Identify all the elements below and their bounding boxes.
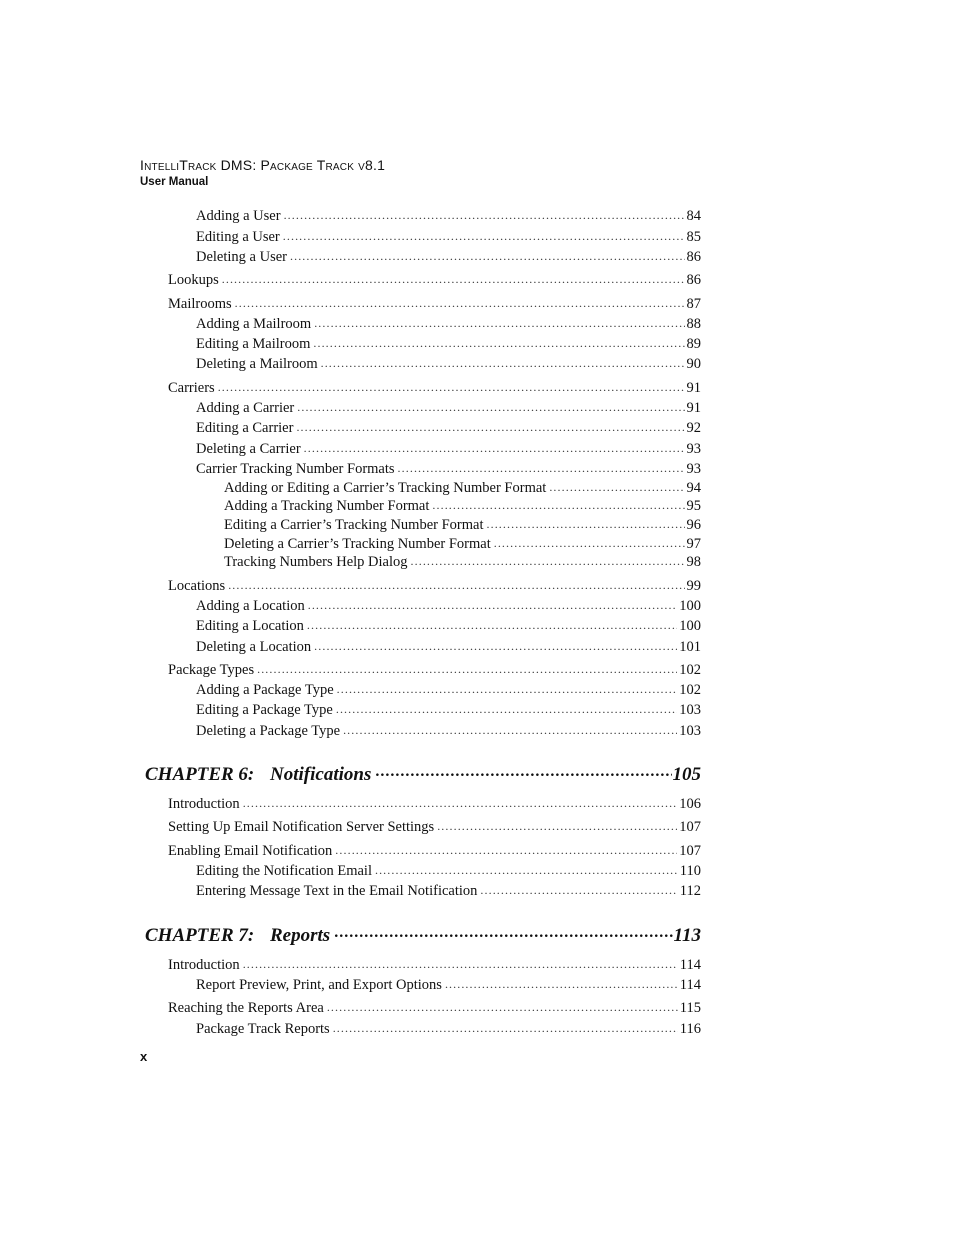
toc-entry-title: Deleting a Mailroom: [196, 356, 318, 372]
toc-entry-title: Setting Up Email Notification Server Settings: [168, 819, 435, 835]
toc-entry[interactable]: [168, 378, 701, 397]
toc-entry-title: Editing a User: [196, 229, 280, 245]
toc-entry-page-number: 92: [686, 420, 701, 436]
dot-leader: [297, 398, 684, 412]
toc-entry[interactable]: [196, 1019, 701, 1038]
toc-entry-page-number: 86: [686, 249, 701, 265]
toc-entry-title: Reaching the Reports Area: [168, 1000, 324, 1016]
toc-entry-title: Editing a Carrier’s Tracking Number Format: [224, 517, 484, 533]
dot-leader: [334, 923, 672, 941]
toc-entry[interactable]: [168, 841, 701, 860]
dot-leader: [321, 354, 685, 368]
dot-leader: [432, 496, 684, 510]
dot-leader: [343, 721, 677, 735]
toc-entry[interactable]: [196, 227, 701, 246]
chapter-heading[interactable]: [145, 923, 701, 948]
dot-leader: [549, 478, 684, 492]
toc-entry[interactable]: [168, 660, 701, 679]
toc-entry[interactable]: [196, 596, 701, 615]
toc-entry[interactable]: [196, 975, 701, 994]
toc-entry-title: Deleting a Package Type: [196, 723, 341, 739]
toc-entry-title: Mailrooms: [168, 296, 232, 312]
toc-entry-page-number: 94: [686, 480, 701, 496]
toc-entry-title: Adding a Carrier: [196, 400, 295, 416]
toc-entry[interactable]: [224, 478, 701, 497]
toc-entry[interactable]: [196, 616, 701, 635]
toc-entry[interactable]: [168, 955, 701, 974]
toc-entry-page-number: 114: [679, 957, 701, 973]
toc-entry-page-number: 84: [686, 208, 701, 224]
dot-leader: [337, 680, 678, 694]
toc-entry[interactable]: [224, 534, 701, 553]
toc-entry-page-number: 90: [686, 356, 701, 372]
page-number: x: [140, 1049, 148, 1064]
toc-entry[interactable]: [224, 552, 701, 571]
document-title: IntelliTrack DMS: Package Track v8.1: [140, 157, 386, 173]
toc-entry-page-number: 114: [679, 977, 701, 993]
dot-leader: [314, 637, 677, 651]
dot-leader: [304, 439, 685, 453]
toc-entry-title: Editing a Location: [196, 618, 304, 634]
toc-entry-page-number: 116: [679, 1021, 701, 1037]
dot-leader: [375, 861, 678, 875]
dot-leader: [283, 227, 685, 241]
toc-entry-title: Deleting a Location: [196, 639, 312, 655]
dot-leader: [398, 459, 685, 473]
dot-leader: [222, 270, 685, 284]
toc-entry[interactable]: [196, 354, 701, 373]
toc-entry-title: Deleting a Carrier’s Tracking Number Format: [224, 536, 491, 552]
toc-entry-page-number: 97: [686, 536, 701, 552]
toc-entry-title: Carriers: [168, 380, 215, 396]
dot-leader: [487, 515, 685, 529]
dot-leader: [375, 762, 671, 780]
toc-entry-page-number: 103: [679, 723, 701, 739]
toc-entry-title: Editing the Notification Email: [196, 863, 372, 879]
toc-entry-title: Editing a Mailroom: [196, 336, 311, 352]
toc-entry-page-number: 112: [679, 883, 701, 899]
toc-entry-title: Adding a Mailroom: [196, 316, 312, 332]
toc-entry-page-number: 87: [686, 296, 701, 312]
dot-leader: [243, 794, 678, 808]
toc-entry[interactable]: [196, 247, 701, 266]
toc-entry[interactable]: [168, 294, 701, 313]
chapter-title: Reports: [270, 925, 331, 946]
toc-entry-page-number: 85: [686, 229, 701, 245]
dot-leader: [480, 881, 677, 895]
toc-entry[interactable]: [196, 459, 701, 478]
chapter-label: CHAPTER 6:: [145, 764, 255, 785]
toc-entry-title: Editing a Package Type: [196, 702, 333, 718]
toc-entry[interactable]: [168, 817, 701, 836]
toc-entry[interactable]: [196, 314, 701, 333]
toc-entry-title: Locations: [168, 578, 226, 594]
toc-entry-title: Carrier Tracking Number Formats: [196, 461, 395, 477]
toc-entry-page-number: 86: [686, 272, 701, 288]
chapter-page-number: 113: [673, 925, 701, 946]
dot-leader: [336, 700, 677, 714]
toc-entry-title: Package Track Reports: [196, 1021, 330, 1037]
dot-leader: [228, 576, 684, 590]
toc-entry-title: Deleting a User: [196, 249, 287, 265]
toc-entry[interactable]: [168, 576, 701, 595]
toc-entry[interactable]: [196, 700, 701, 719]
toc-entry-page-number: 115: [679, 1000, 701, 1016]
dot-leader: [284, 206, 685, 220]
dot-leader: [243, 955, 678, 969]
dot-leader: [313, 334, 684, 348]
toc-entry[interactable]: [168, 270, 701, 289]
toc-entry-title: Editing a Carrier: [196, 420, 294, 436]
dot-leader: [335, 841, 677, 855]
toc-entry[interactable]: [196, 861, 701, 880]
toc-entry[interactable]: [196, 206, 701, 225]
dot-leader: [257, 660, 677, 674]
dot-leader: [308, 596, 678, 610]
dot-leader: [218, 378, 685, 392]
toc-entry-title: Enabling Email Notification: [168, 843, 333, 859]
toc-entry-title: Adding a Location: [196, 598, 305, 614]
toc-entry-title: Package Types: [168, 662, 255, 678]
toc-entry[interactable]: [168, 794, 701, 813]
toc-entry[interactable]: [196, 881, 701, 900]
toc-entry-title: Report Preview, Print, and Export Options: [196, 977, 442, 993]
toc-entry-title: Deleting a Carrier: [196, 441, 301, 457]
toc-entry-title: Introduction: [168, 957, 240, 973]
toc-entry-page-number: 91: [686, 400, 701, 416]
toc-entry-page-number: 101: [679, 639, 701, 655]
toc-entry-title: Adding a Package Type: [196, 682, 334, 698]
dot-leader: [296, 418, 684, 432]
toc-entry-page-number: 88: [686, 316, 701, 332]
toc-entry[interactable]: [196, 334, 701, 353]
toc-entry-page-number: 89: [686, 336, 701, 352]
toc-entry-page-number: 102: [679, 682, 701, 698]
toc-entry[interactable]: [224, 496, 701, 515]
toc-entry-page-number: 107: [679, 843, 701, 859]
toc-entry-page-number: 96: [686, 517, 701, 533]
toc-entry-title: Adding or Editing a Carrier’s Tracking Number Format: [224, 480, 547, 496]
toc-entry-page-number: 100: [679, 618, 701, 634]
toc-entry[interactable]: [196, 721, 701, 740]
toc-entry[interactable]: [168, 998, 701, 1017]
toc-entry-title: Adding a User: [196, 208, 281, 224]
toc-entry[interactable]: [196, 418, 701, 437]
toc-entry-page-number: 106: [679, 796, 701, 812]
dot-leader: [327, 998, 678, 1012]
dot-leader: [411, 552, 685, 566]
toc-entry-title: Adding a Tracking Number Format: [224, 498, 430, 514]
dot-leader: [494, 534, 685, 548]
toc-entry-page-number: 93: [686, 461, 701, 477]
toc-entry[interactable]: [196, 637, 701, 656]
document-subtitle: User Manual: [140, 176, 209, 188]
dot-leader: [235, 294, 685, 308]
toc-entry[interactable]: [196, 398, 701, 417]
dot-leader: [445, 975, 678, 989]
toc-entry-page-number: 98: [686, 554, 701, 570]
dot-leader: [333, 1019, 678, 1033]
toc-entry-page-number: 99: [686, 578, 701, 594]
toc-entry-title: Entering Message Text in the Email Notification: [196, 883, 478, 899]
dot-leader: [290, 247, 685, 261]
toc-entry[interactable]: [196, 680, 701, 699]
toc-entry-page-number: 102: [679, 662, 701, 678]
toc-entry[interactable]: [224, 515, 701, 534]
toc-entry-page-number: 95: [686, 498, 701, 514]
toc-entry-page-number: 107: [679, 819, 701, 835]
toc-entry-page-number: 93: [686, 441, 701, 457]
chapter-page-number: 105: [672, 764, 701, 785]
toc-entry-page-number: 103: [679, 702, 701, 718]
chapter-heading[interactable]: [145, 762, 701, 787]
toc-entry-title: Introduction: [168, 796, 240, 812]
dot-leader: [307, 616, 677, 630]
dot-leader: [314, 314, 684, 328]
chapter-label: CHAPTER 7:: [145, 925, 255, 946]
toc-entry-page-number: 91: [686, 380, 701, 396]
toc-entry-page-number: 100: [679, 598, 701, 614]
toc-entry-page-number: 110: [679, 863, 701, 879]
toc-entry[interactable]: [196, 439, 701, 458]
toc-entry-title: Tracking Numbers Help Dialog: [224, 554, 408, 570]
toc-entry-title: Lookups: [168, 272, 219, 288]
chapter-title: Notifications: [270, 764, 372, 785]
dot-leader: [437, 817, 677, 831]
